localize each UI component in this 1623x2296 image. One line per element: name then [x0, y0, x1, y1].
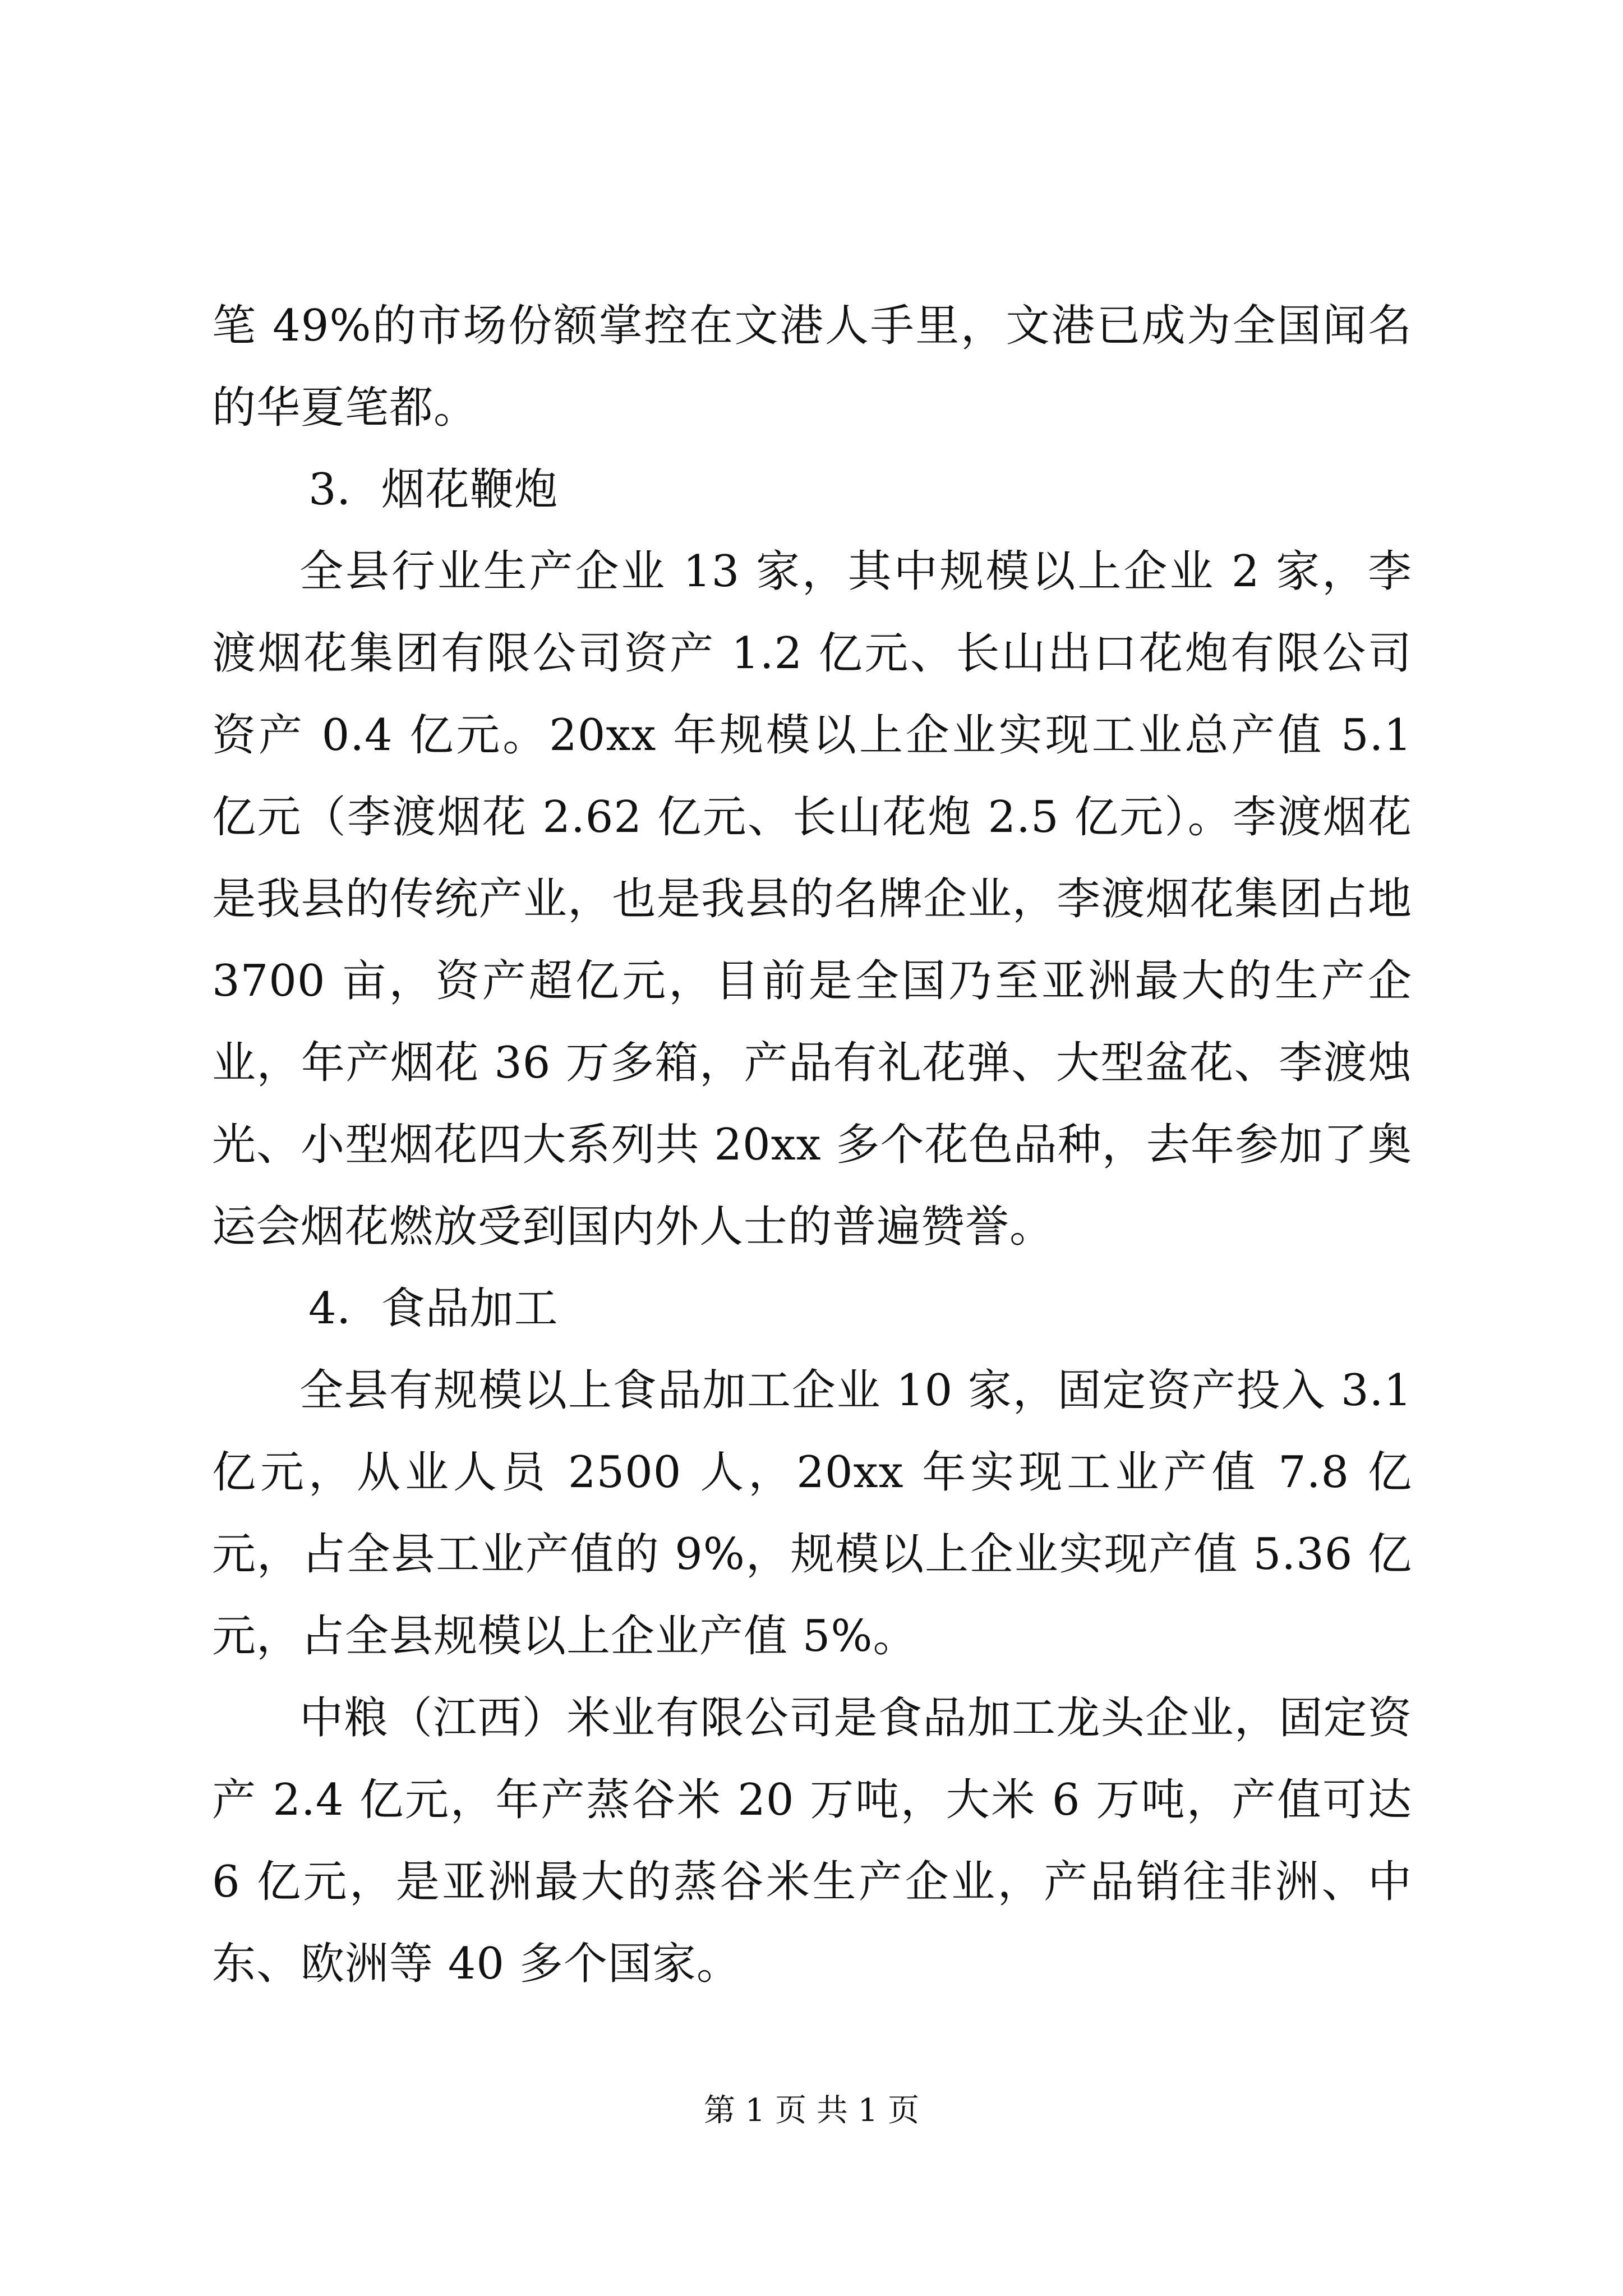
section-heading-food-processing: 4．食品加工 — [308, 1283, 559, 1334]
page-footer: 第 1 页 共 1 页 — [703, 2092, 920, 2129]
section-heading-fireworks: 3．烟花鞭炮 — [308, 464, 559, 515]
document-body — [212, 285, 1412, 2005]
paragraph-continuation: 笔 49%的市场份额掌控在文港人手里，文港已成为全国闻名的华夏笔都。 — [212, 301, 1412, 433]
paragraph-food-processing: 全县有规模以上食品加工企业 10 家，固定资产投入 3.1 亿元，从业人员 2500 人，20xx 年实现工业产值 7.8 亿元，占全县工业产值的 9%，规模以上企业实现产值 5.36 亿元，占全县规模以上企业产值 5%。 — [212, 1365, 1412, 1662]
paragraph-fireworks: 全县行业生产企业 13 家，其中规模以上企业 2 家，李渡烟花集团有限公司资产 1.2 亿元、长山出口花炮有限公司资产 0.4 亿元。20xx 年规模以上企业实现工业总产值 5.1 亿元（李渡烟花 2.62 亿元、长山花炮 2.5 亿元）。李渡烟花是我县的传统产业，也是我县的名牌企业，李渡烟花集团占地 3700 亩，资产超亿元，目前是全国乃至亚洲最大的生产企业，年产烟花 36 万多箱，产品有礼花弹、大型盆花、李渡烛光、小型烟花四大系列共 20xx 多个花色品种，去年参加了奥运会烟花燃放受到国内外人士的普遍赞誉。 — [212, 546, 1412, 1252]
paragraph-cofco-rice: 中粮（江西）米业有限公司是食品加工龙头企业，固定资产 2.4 亿元，年产蒸谷米 20 万吨，大米 6 万吨，产值可达 6 亿元，是亚洲最大的蒸谷米生产企业，产品销往非洲、中东、欧洲等 40 多个国家。 — [212, 1693, 1412, 1989]
